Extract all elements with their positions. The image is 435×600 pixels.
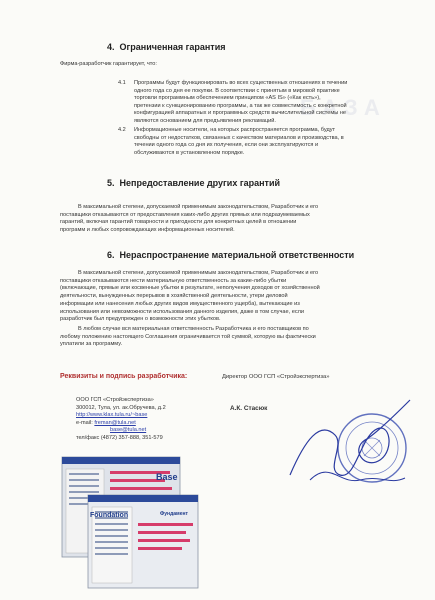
text-line: свободны от недостатков, связанных с качеством материалов и производства, в bbox=[134, 134, 344, 141]
section-4-intro: Фирма-разработчик гарантирует, что: bbox=[60, 61, 157, 67]
email-link[interactable]: base@tula.net bbox=[110, 427, 147, 434]
text-line: разработчик был предупрежден о возможности этих убытков. bbox=[60, 316, 221, 323]
item-4-1-text bbox=[134, 80, 384, 126]
email-line bbox=[76, 420, 166, 428]
base-label: Base bbox=[156, 472, 178, 482]
text-line: одного года со дня ее покупки. В соответствии с принятым в мировой практике bbox=[134, 87, 340, 94]
text-line: уплатили за программу. bbox=[60, 341, 122, 348]
text-line: (включающие, прямые или косвенные убытки в результате, неполучения доходов от хозяйственной bbox=[60, 285, 320, 292]
text-line: течении одного года со дня их получения, если они эксплуатируются и bbox=[134, 142, 319, 149]
text-line: деятельности, вынужденных перерывов в хозяйственной деятельности, утери деловой bbox=[60, 293, 288, 300]
email-link[interactable]: freman@tula.net bbox=[94, 419, 136, 426]
section-5-heading bbox=[107, 178, 280, 188]
text-line: обслуживаются в установленном порядке. bbox=[134, 149, 245, 156]
foundation-label: Foundation bbox=[90, 512, 129, 519]
email-line bbox=[76, 427, 166, 435]
text-line: конфигурацией аппаратных и программных средств вычислительной системы не bbox=[134, 110, 346, 117]
item-4-2-text bbox=[134, 127, 384, 157]
email-label: e-mail: bbox=[76, 419, 93, 426]
phone: тел/факс (4872) 357-888, 351-579 bbox=[76, 434, 163, 441]
signer-name: А.К. Стасюк bbox=[230, 405, 268, 412]
company-name: ООО ГСП «Стройэкспертиза» bbox=[76, 397, 154, 403]
ghost-watermark: Б А З А bbox=[300, 95, 380, 120]
requisites-title: Реквизиты и подпись разработчика: bbox=[60, 373, 188, 380]
text-line: торговли программным обеспечением принципом «AS IS» («Как есть»), bbox=[134, 95, 321, 102]
section-title: Нераспространение материальной ответственности bbox=[119, 250, 355, 260]
address: 300012, Тула, ул. ак.Обручева, д.2 bbox=[76, 404, 166, 411]
section-number: 6. bbox=[107, 250, 115, 260]
item-number: 4.2 bbox=[118, 127, 126, 133]
text-line: В максимальной степени, допускаемой применимым законодательством, Разработчик и его bbox=[78, 270, 319, 276]
text-line: В любом случае вся материальная ответственность Разработчика и его поставщиков по bbox=[78, 326, 309, 332]
section-6-heading bbox=[107, 250, 354, 260]
text-line: В максимальной степени, допускаемой применимым законодательством, Разработчик и его bbox=[78, 204, 319, 210]
text-line: претензии к сункционированию программы, а так же совместимость с конкретной bbox=[134, 102, 347, 109]
section-5-paragraph bbox=[60, 204, 390, 235]
fundament-label: Фундамент bbox=[160, 511, 188, 517]
signature-stamp-icon bbox=[280, 380, 420, 500]
item-number: 4.1 bbox=[118, 80, 126, 86]
text-line: поставщики отказываются нести материальную ответственность за какие-либо убытки bbox=[60, 277, 287, 284]
text-line: Информационные носители, на которых распространяется программа, будут bbox=[134, 127, 336, 133]
program-screenshots bbox=[60, 455, 200, 590]
text-line: Программы будут функционировать во всех существенных отношениях в течении bbox=[134, 80, 348, 86]
section-title: Непредоставление других гарантий bbox=[119, 178, 281, 188]
text-line: программ и любых сопровождающих информационных носителей. bbox=[60, 227, 235, 234]
section-6-paragraph-2 bbox=[60, 326, 390, 349]
text-line: информации или нанесения любых других видов имущественного ущерба), вытекающие из bbox=[60, 300, 300, 307]
section-6-paragraph-1 bbox=[60, 270, 390, 324]
text-line: любому положению настоящего Соглашения ограничивается той суммой, которую вы фактически bbox=[60, 333, 316, 340]
section-number: 5. bbox=[107, 178, 115, 188]
text-line: гарантий, включая гарантий товарности и пригодности для конкретных целей в отношении bbox=[60, 219, 297, 226]
section-number: 4. bbox=[107, 42, 115, 52]
director-title: Директор ООО ГСП «Стройэкспертиза» bbox=[222, 374, 330, 380]
website-link[interactable]: http://www.klax.tula.ru/~base bbox=[76, 412, 148, 419]
section-title: Ограниченная гарантия bbox=[119, 42, 226, 52]
text-line: поставщики отказываются от предоставления каких-либо других прямых или подразумеваемых bbox=[60, 211, 310, 218]
text-line: использования или невозможности использования данного изделия, даже в том случае, если bbox=[60, 308, 304, 315]
contacts-block bbox=[76, 397, 166, 443]
section-4-heading bbox=[107, 42, 225, 52]
text-line: являются основанием для предъявления рекламаций. bbox=[134, 117, 276, 124]
